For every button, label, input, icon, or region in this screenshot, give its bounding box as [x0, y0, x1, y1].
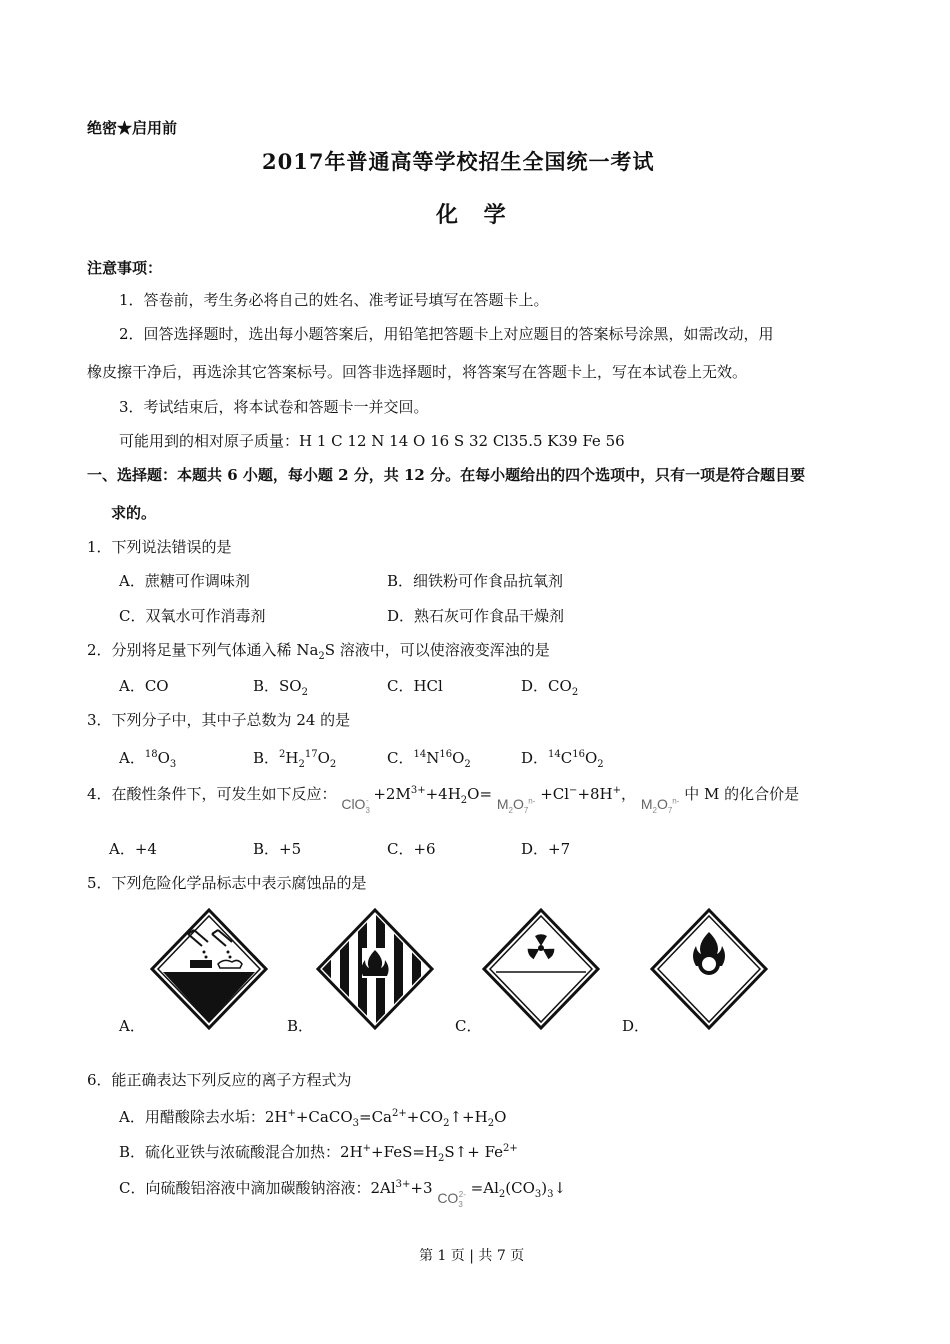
q3-option-c: C．$^{14}N^{16}O_2$ — [387, 749, 471, 770]
q2-option-a: A．CO — [119, 677, 169, 695]
q6-option-c: C．向硫酸铝溶液中滴加碳酸钠溶液：$2Al^{3+}+3$ $CO_3^{2-}$ $=Al_2(CO_3)_3↓$ — [119, 1179, 567, 1209]
q5-option-a: A． — [119, 1017, 145, 1035]
exam-title: 2017年普通高等学校招生全国统一考试 — [262, 149, 655, 174]
q3-option-a: A．$^{18}O_3$ — [119, 749, 177, 770]
q3-option-b: B．$^2H_2^{17}O_2$ — [253, 749, 337, 770]
chlorate-ion: ClO$_3$- — [341, 796, 370, 815]
q4-option-b: B．+5 — [253, 840, 302, 858]
corrosive-sign — [150, 908, 268, 1030]
notice-item-3: 3．考试结束后，将本试卷和答题卡一并交回。 — [119, 398, 429, 416]
q1-option-b: B．细铁粉可作食品抗氧剂 — [387, 572, 564, 590]
subject-title: 化 学 — [436, 202, 506, 228]
q4-option-d: D．+7 — [521, 840, 571, 858]
flammable-solid-sign — [316, 908, 434, 1030]
dichromate-like-ion-2: $M_2O_7^{n-}$ — [640, 796, 680, 815]
q1-stem: 1．下列说法错误的是 — [87, 538, 232, 556]
q1-option-a: A．蔗糖可作调味剂 — [119, 572, 250, 590]
section-1-heading: 一、选择题：本题共 6 小题，每小题 2 分，共 12 分。在每小题给出的四个选项中，只有一项是符合题目要 — [87, 466, 806, 484]
q6-option-b: B．硫化亚铁与浓硫酸混合加热：$2H^++FeS=H_2S↑+ Fe^{2+}$ — [119, 1143, 518, 1164]
q1-option-d: D．熟石灰可作食品干燥剂 — [387, 607, 565, 625]
q6-stem: 6．能正确表达下列反应的离子方程式为 — [87, 1071, 352, 1089]
notice-item-2-cont: 橡皮擦干净后，再选涂其它答案标号。回答非选择题时，将答案写在答题卡上，写在本试卷上无效。 — [87, 363, 748, 381]
q5-option-d: D． — [622, 1017, 650, 1035]
carbonate-ion: $CO_3^{2-}$ — [437, 1190, 466, 1209]
q6-option-a: A．用醋酸除去水垢：$2H^++CaCO_3=Ca^{2+}+CO_2↑+H_2O$ — [119, 1108, 507, 1129]
q2-option-b: B．$SO_2$ — [253, 677, 308, 698]
q3-stem: 3．下列分子中，其中子总数为 24 的是 — [87, 711, 351, 729]
notice-heading: 注意事项： — [87, 259, 163, 277]
q4-option-c: C．+6 — [387, 840, 436, 858]
q5-option-c: C． — [455, 1017, 482, 1035]
dichromate-like-ion-1: $M_2O_7^{n-}$ — [496, 796, 536, 815]
q1-option-c: C．双氧水可作消毒剂 — [119, 607, 266, 625]
notice-item-1: 1．答卷前，考生务必将自己的姓名、准考证号填写在答题卡上。 — [119, 291, 549, 309]
q5-option-b: B． — [287, 1017, 314, 1035]
q2-option-c: C．HCl — [387, 677, 443, 695]
oxidizer-sign — [650, 908, 768, 1030]
notice-item-2: 2．回答选择题时，选出每小题答案后，用铅笔把答题卡上对应题目的答案标号涂黑，如需改动，用 — [119, 325, 774, 343]
q2-stem: 2．分别将足量下列气体通入稀 $Na_2S$ 溶液中，可以使溶液变浑浊的是 — [87, 641, 550, 662]
atomic-mass-line: 可能用到的相对原子质量：H 1 C 12 N 14 O 16 S 32 Cl35.5 K39 Fe 56 — [119, 432, 625, 450]
q4-stem: 4．在酸性条件下，可发生如下反应： $ClO_3^- +2M^{3+}+4H_2O= M_2O_7^{n-} +Cl^-+8H^+$， $M_2O_7^{n-}$ 中 M 的化合价是 — [87, 785, 800, 815]
q2-option-d: D．$CO_2$ — [521, 677, 579, 698]
secret-mark: 绝密★启用前 — [87, 119, 178, 137]
radioactive-sign — [482, 908, 600, 1030]
section-1-heading-cont: 求的。 — [111, 504, 157, 522]
q5-stem: 5．下列危险化学品标志中表示腐蚀品的是 — [87, 874, 367, 892]
q3-option-d: D．$^{14}C^{16}O_2$ — [521, 749, 604, 770]
page-footer: 第 1 页 | 共 7 页 — [419, 1248, 525, 1264]
q4-option-a: A．+4 — [109, 840, 157, 858]
